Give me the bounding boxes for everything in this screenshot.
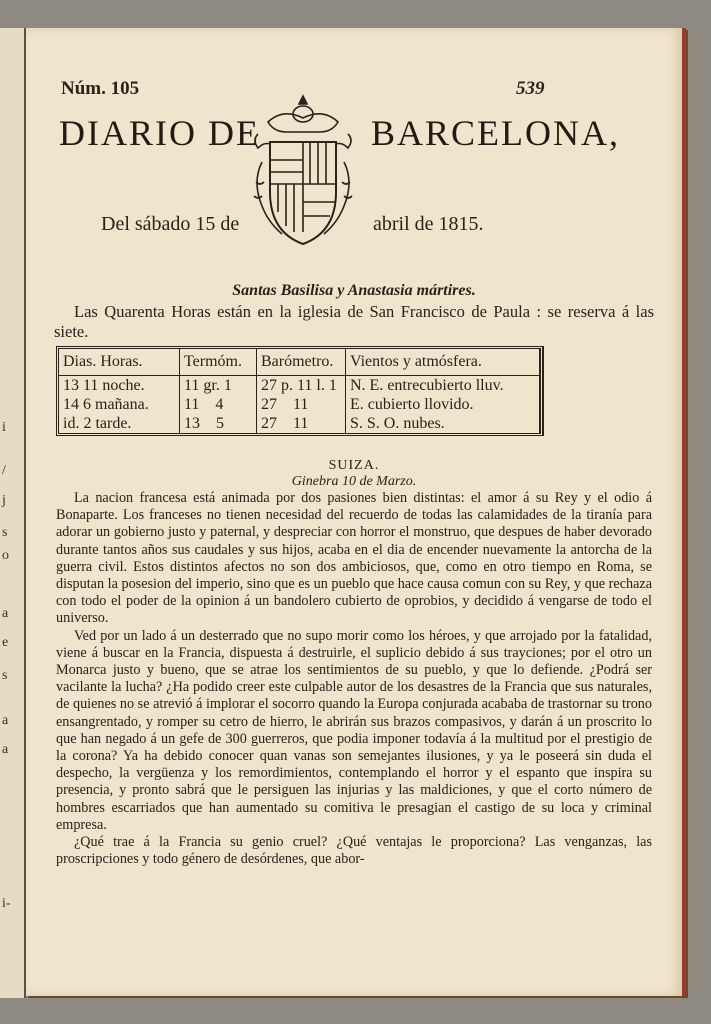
- weather-cell: 13 11 noche.: [63, 376, 145, 394]
- left-page-letter: o: [2, 548, 9, 563]
- weather-header: Termóm.: [180, 349, 257, 376]
- article-paragraph: La nacion francesa está animada por dos pasiones bien distintas: el amor á su Rey y el odio á Bonaparte. Los franceses no tienen necesidad del recuerdo de todas las calamidades de la tiranía para adorar un gobierno justo y paternal, y despreciar con horror el monstruo, que despues de haber devorado durante tantos años sus caudales y sus hijos, acaba en el dia de encender nuevamente la antorcha de la guerra civil. Estos distintos afectos no son dos ambiciosos, que, como en otro tiempo en Roma, se disputan la posesion del imperio, sino que es un pueblo que hace causa comun con su Rey, y que rechaza con todo el poder de la opinion á un bandolero cubierto de oprobios, y decidido á vengarse de todo el universo.: [56, 490, 652, 627]
- date-line-right: abril de 1815.: [373, 213, 484, 235]
- issue-number: Núm. 105: [61, 78, 140, 99]
- date-line-left: Del sábado 15 de: [101, 213, 240, 235]
- weather-table: [56, 346, 544, 436]
- left-page-letter: s: [2, 525, 8, 540]
- masthead-title-right: BARCELONA,: [371, 113, 621, 153]
- saints-of-day: Santas Basilisa y Anastasia mártires.: [232, 282, 476, 299]
- weather-cell: 27 11: [257, 414, 346, 433]
- weather-cell: N. E. entrecubierto lluv.: [346, 376, 540, 396]
- weather-cell: E. cubierto llovido.: [346, 395, 540, 414]
- weather-cell: 14 6 mañana.: [63, 395, 149, 413]
- left-page-edge: [0, 28, 26, 998]
- weather-cell: 27 p. 11 l. 1: [257, 376, 346, 396]
- masthead-title-left: DIARIO DE: [59, 113, 260, 153]
- coat-of-arms-crest: [248, 92, 358, 248]
- newspaper-page: [26, 28, 686, 996]
- weather-cell: 27 11: [257, 395, 346, 414]
- left-page-letter: i-: [2, 896, 11, 911]
- left-page-letter: s: [2, 668, 8, 683]
- weather-header: Dias. Horas.: [59, 349, 180, 376]
- page-number: 539: [516, 78, 545, 99]
- left-page-letter: i: [2, 420, 6, 435]
- left-page-letter: a: [2, 606, 9, 621]
- left-page-letter: /: [2, 463, 6, 478]
- left-page-letter: e: [2, 635, 9, 650]
- weather-cell: 13 5: [180, 414, 257, 433]
- weather-cell: 11 gr. 1: [180, 376, 257, 396]
- left-page-letter: a: [2, 713, 9, 728]
- weather-cell: S. S. O. nubes.: [346, 414, 540, 433]
- section-heading: SUIZA.: [328, 458, 380, 473]
- weather-row: [59, 395, 539, 414]
- weather-row: [59, 414, 539, 433]
- article-dateline: Ginebra 10 de Marzo.: [291, 474, 417, 489]
- left-page-letter: j: [2, 493, 6, 508]
- weather-cell: 11 4: [180, 395, 257, 414]
- article-paragraph: ¿Qué trae á la Francia su genio cruel? ¿Qué ventajas le proporciona? Las venganzas, las proscripciones y todo género de desórdenes, que abor-: [56, 834, 652, 868]
- article-body: [56, 490, 652, 868]
- weather-row: [59, 376, 539, 396]
- weather-header: Barómetro.: [257, 349, 346, 376]
- weather-header: Vientos y atmósfera.: [346, 349, 540, 376]
- weather-cell: id. 2 tarde.: [63, 414, 132, 432]
- left-page-letter: a: [2, 742, 9, 757]
- forty-hours-notice: Las Quarenta Horas están en la iglesia de San Francisco de Paula : se reserva á las siete.: [54, 302, 654, 341]
- weather-header-row: [59, 349, 539, 376]
- article-paragraph: Ved por un lado á un desterrado que no supo morir como los héroes, y que arrojado por la fatalidad, viene á buscar en la Francia, dispuesta á destruirle, el suplicio debido á sus trayciones; por el otro un Monarca justo y bueno, que se atrae los sentimientos de su pueblo, y que lo defiende. ¿Podrá ser vacilante la lucha? ¿Ha podido creer este culpable autor de los desastres de la Francia que sus naturales, de quienes no se atrevió á implorar el socorro quando la Europa conjurada acababa de trastornar su trono ensangrentado, y romper su cetro de hierro, le abrirán sus brazos compasivos, y darán á un proscrito lo que han negado á un gefe de 300 guerreros, que podia imponer todavía á la multitud por el prestigio de la corona? Ya ha debido conocer quan vanas son semejantes ilusiones, y ya le poseerá sin duda el despecho, la vergüenza y los remordimientos, contemplando el horror y el espanto que inspira su presencia, y pronto sabrá que le persiguen las injurias y las maldiciones, y que el corto número de hombres escarriados que han aumentado su comitiva le presagian el castigo de su loca y criminal empresa.: [56, 627, 652, 833]
